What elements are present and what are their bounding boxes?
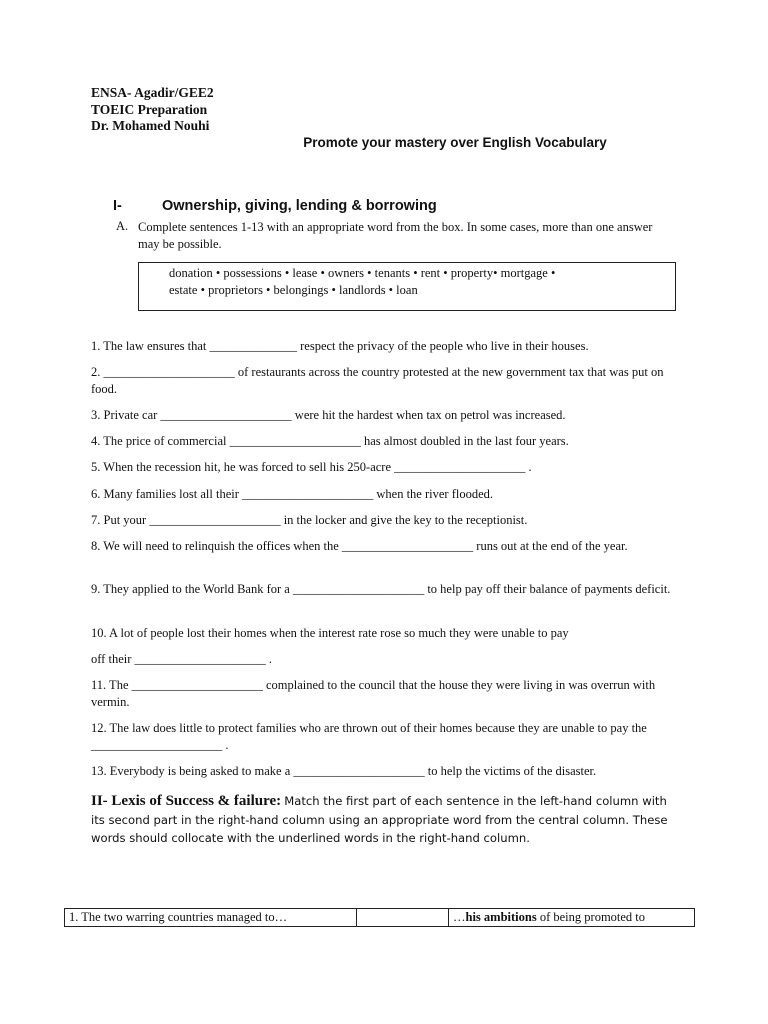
question-11: 11. The _____________________ complained to the council that the house they were living in was overrun with vermin.: [91, 678, 656, 709]
question-5: 5. When the recession hit, he was forced to sell his 250-acre _____________________ .: [91, 460, 532, 474]
question-10: 10. A lot of people lost their homes when the interest rate rose so much they were unable to pay: [91, 626, 569, 640]
question-8: 8. We will need to relinquish the offices when the _____________________ runs out at the end of the year.: [91, 539, 628, 553]
document-title: Promote your mastery over English Vocabulary: [303, 135, 607, 150]
underlined-collocate: his ambitions: [465, 910, 537, 924]
course-line: TOEIC Preparation: [91, 102, 208, 117]
table-row: [65, 909, 695, 927]
table-cell-right-prefix: …: [453, 910, 466, 924]
question-7: 7. Put your _____________________ in the locker and give the key to the receptionist.: [91, 513, 528, 527]
author-line: Dr. Mohamed Nouhi: [91, 118, 210, 133]
word-box: [138, 262, 676, 311]
section2-body: Match the first part of each sentence in the left-hand column with its second part in the right-hand column using an appropriate word from the central column. These words should collocate with the underlined words in the right-hand column.: [91, 794, 668, 845]
institution-line: ENSA- Agadir/GEE2: [91, 85, 214, 100]
question-13: 13. Everybody is being asked to make a _____________________ to help the victims of the disaster.: [91, 764, 597, 778]
word-box-line-2: estate • proprietors • belongings • landlords • loan: [169, 283, 418, 297]
word-box-line-1: donation • possessions • lease • owners • tenants • rent • property• mortgage •: [169, 266, 556, 280]
instruction-letter: A.: [116, 219, 129, 233]
section2: [91, 792, 676, 848]
question-12: 12. The law does little to protect families who are thrown out of their homes because they are unable to pay the _____________________ .: [91, 721, 647, 752]
question-3: 3. Private car _____________________ were hit the hardest when tax on petrol was increased.: [91, 408, 566, 422]
question-2: 2. _____________________ of restaurants across the country protested at the new government tax that was put on food.: [91, 365, 664, 396]
table-cell-left: 1. The two warring countries managed to…: [65, 909, 357, 927]
question-10-continued: off their _____________________ .: [91, 652, 273, 666]
section1-title: Ownership, giving, lending & borrowing: [162, 198, 437, 214]
table-cell-right: [449, 909, 695, 927]
section2-heading: II- Lexis of Success & failure:: [91, 793, 282, 809]
question-1: 1. The law ensures that ______________ respect the privacy of the people who live in their houses.: [91, 339, 589, 353]
question-4: 4. The price of commercial _____________________ has almost doubled in the last four years.: [91, 434, 569, 448]
instruction-text: Complete sentences 1-13 with an appropriate word from the box. In some cases, more than one answer may be possible.: [138, 220, 653, 251]
question-6: 6. Many families lost all their _____________________ when the river flooded.: [91, 487, 494, 501]
section1-number: I-: [113, 198, 122, 214]
question-9: 9. They applied to the World Bank for a _____________________ to help pay off their balance of payments deficit.: [91, 582, 671, 596]
table-cell-right-rest: of being promoted to: [536, 910, 646, 924]
matching-table: [64, 908, 695, 927]
table-cell-middle: [357, 909, 449, 927]
